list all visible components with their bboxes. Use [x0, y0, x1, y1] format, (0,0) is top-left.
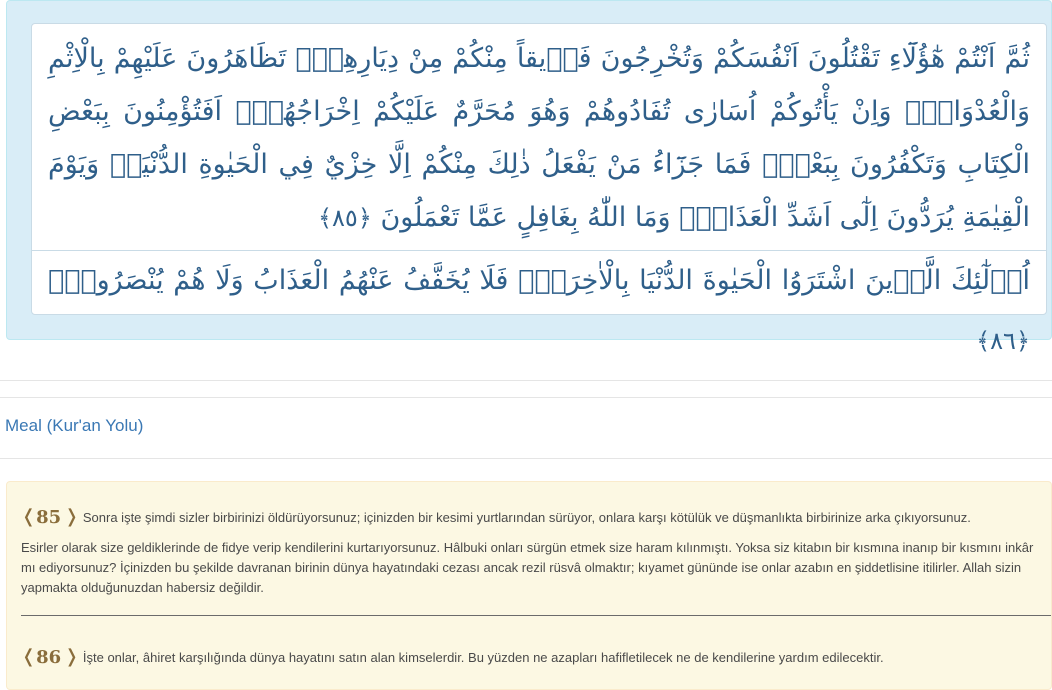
meal-title[interactable]: Meal (Kur'an Yolu)	[5, 416, 144, 435]
section-divider-top	[0, 380, 1052, 381]
ayah-85-text: ثُمَّ اَنْتُمْ هٰٓؤُلَٓاءِ تَقْتُلُونَ اَنْفُسَكُمْ وَتُخْرِجُونَ فَر۪يقاً مِنْكُمْ مِنْ دِيَارِهِمْۘ تَظَاهَرُونَ عَلَيْهِمْ بِالْاِثْمِ وَالْعُدْوَانِۜ وَاِنْ يَأْتُوكُمْ اُسَارٰى تُفَادُوهُمْ وَهُوَ مُحَرَّمٌ عَلَيْكُمْ اِخْرَاجُهُمْۜ اَفَتُؤْمِنُونَ بِبَعْضِ الْكِتَابِ وَتَكْفُرُونَ بِبَعْضٍۚ فَمَا جَزَٓاءُ مَنْ يَفْعَلُ ذٰلِكَ مِنْكُمْ اِلَّا خِزْيٌ فِي الْحَيٰوةِ الدُّنْيَاۚ وَيَوْمَ الْقِيٰمَةِ يُرَدُّونَ اِلٰٓى اَشَدِّ الْعَذَابِۜ وَمَا اللّٰهُ بِغَافِلٍ عَمَّا تَعْمَلُونَ	[48, 43, 1030, 233]
meal-verse-85-continuation: Esirler olarak size geldiklerinde de fidye verip kendilerini kurtarıyorsunuz. Hâlbuki onları sürgün etmek size haram kılınmıştı. Yoksa siz kitabın bir kısmına inanıp bir kısmını inkâr mı ediyorsunuz? İçinizden bu şekilde davranan birinin dünya hayatındaki cezası ancak rezil rüsvâ olmaktır; kıyamet gününde ise onlar azabın en şiddetlisine itilirler. Allah sizin yapmakta olduğunuzdan habersiz değildir.	[21, 540, 1034, 595]
section-divider	[0, 397, 1052, 398]
ayah-85	[32, 32, 1046, 246]
verse-number-85: 85	[36, 507, 62, 528]
meal-title-divider	[0, 458, 1052, 459]
verse-85-first-line: Sonra işte şimdi sizler birbirinizi öldürüyorsunuz; içinizden bir kesimi yurtlarından sürüyor, onlara karşı kötülük ve düşmanlıkta birbirinize arka çıkıyorsunuz.	[82, 510, 971, 525]
verse-86-first-line: İşte onlar, âhiret karşılığında dünya hayatını satın alan kimselerdir. Bu yüzden ne azapları hafifletilecek ne de kendilerine yardım edilecektir.	[82, 650, 884, 665]
ayah-85-number: ﴿٨٥﴾	[317, 204, 372, 232]
meal-verse-85: ❬85 ❭ Sonra işte şimdi sizler birbirinizi öldürüyorsunuz; içinizden bir kesimi yurtlarından sürüyor, onlara karşı kötülük ve düşmanlıkta birbirinize arka çıkıyorsunuz.	[21, 506, 971, 528]
ayah-86-number: ﴿٨٦﴾	[976, 327, 1030, 355]
meal-verse-86: ❬86 ❭ İşte onlar, âhiret karşılığında dünya hayatını satın alan kimselerdir. Bu yüzden ne azapları hafifletilecek ne de kendilerine yardım edilecektir.	[21, 646, 884, 668]
arabic-text-panel	[6, 0, 1052, 355]
verse-number-86: 86	[36, 647, 62, 668]
arabic-verses-box	[31, 23, 1047, 355]
verse-divider	[21, 615, 1051, 616]
ayah-86-text: اُو۬لٰٓئِكَ الَّذ۪ينَ اشْتَرَوُا الْحَيٰوةَ الدُّنْيَا بِالْاٰخِرَةِۘ فَلَا يُخَفَّفُ عَنْهُمُ الْعَذَابُ وَلَا هُمْ يُنْصَرُونَ۟	[48, 265, 1030, 296]
ayah-86	[32, 250, 1046, 355]
meal-panel	[6, 481, 1052, 690]
